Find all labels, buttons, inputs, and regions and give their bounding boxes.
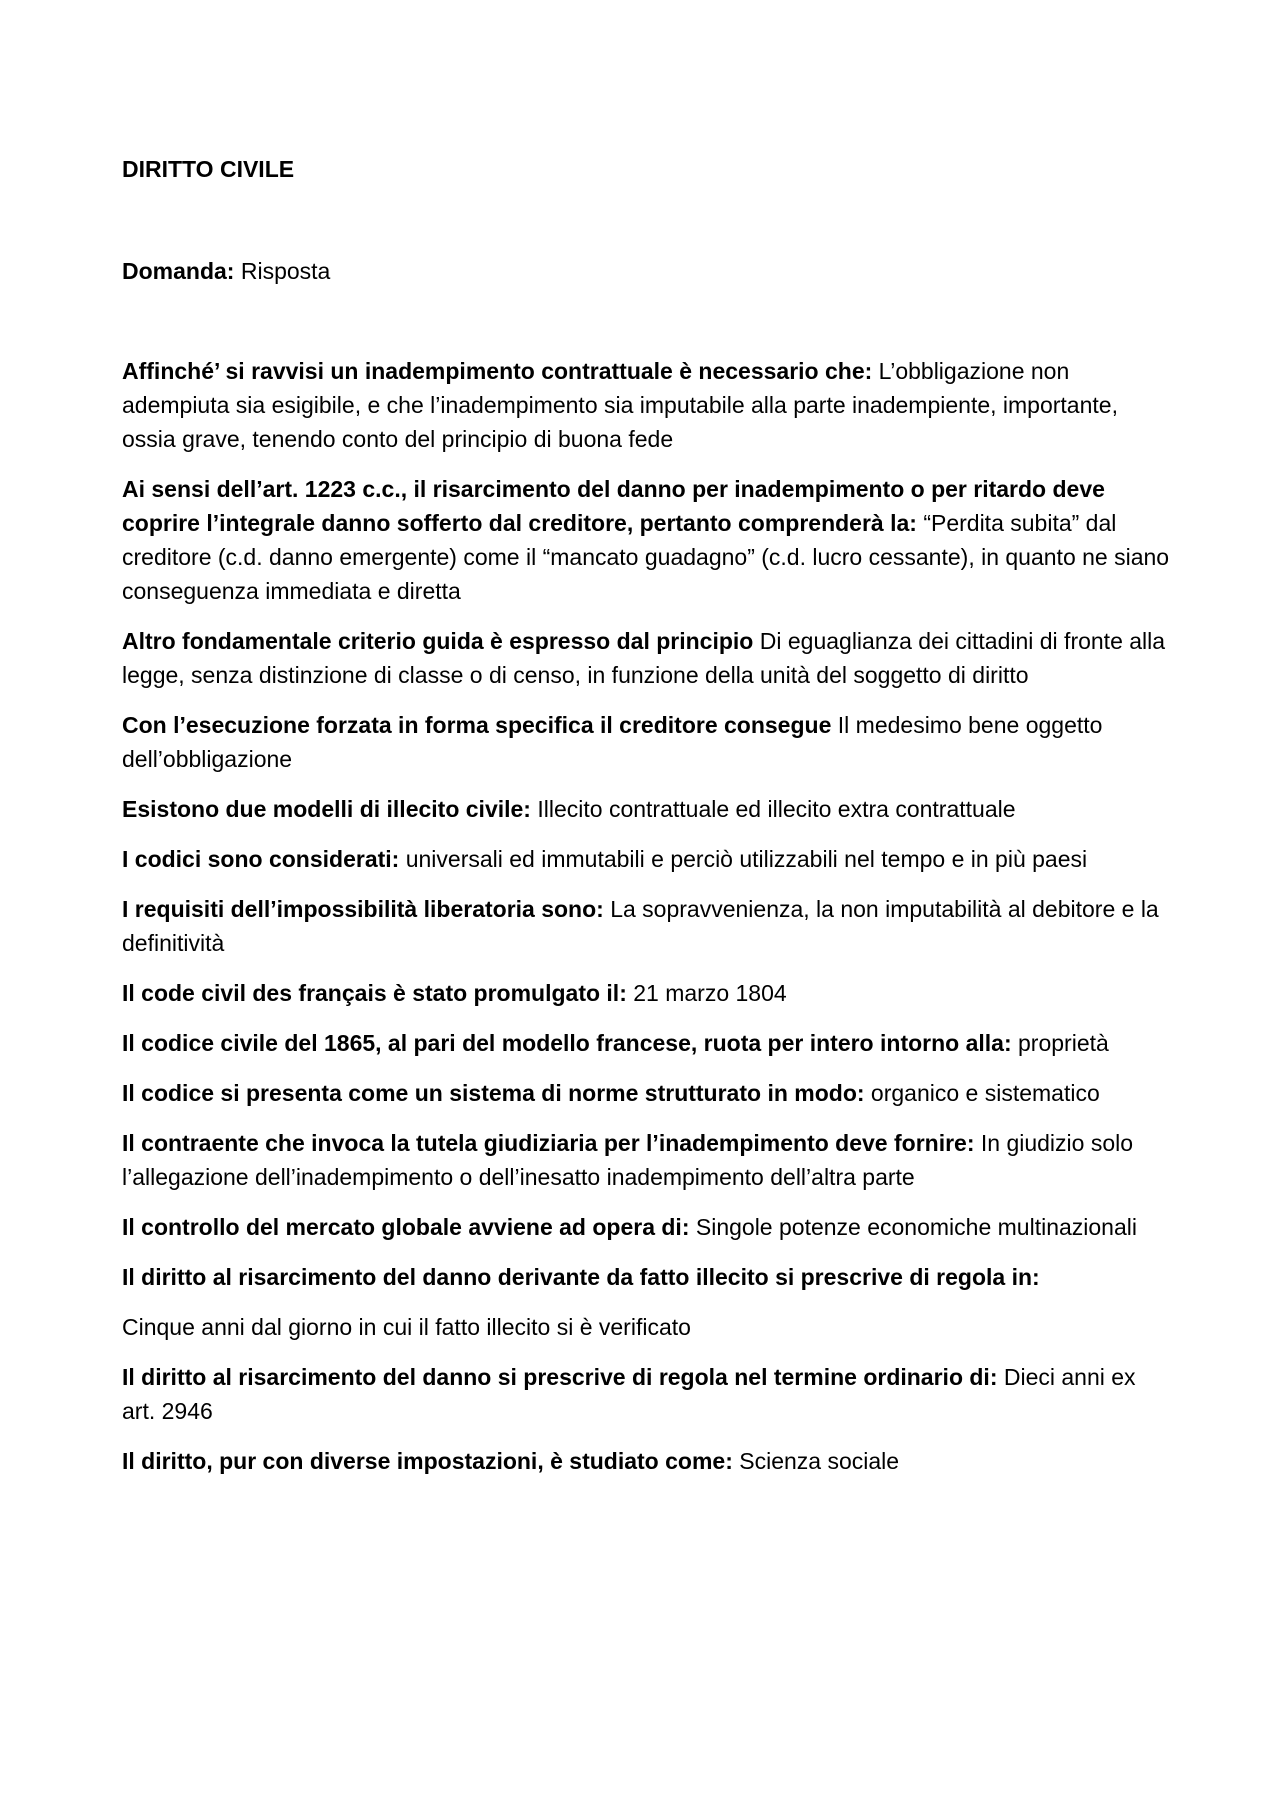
qa-item [122, 792, 1172, 826]
qa-item [122, 1310, 1172, 1344]
qa-answer: Scienza sociale [732, 1448, 900, 1474]
qa-question: Il diritto al risarcimento del danno si prescrive di regola nel termine ordinario di: [122, 1364, 998, 1390]
qa-answer: Il medesimo bene oggetto dell’obbligazione [122, 712, 1103, 772]
qa-question: Il diritto, pur con diverse impostazioni, è studiato come: [122, 1448, 733, 1474]
qa-answer: L’obbligazione non adempiuta sia esigibile, e che l’inadempimento sia imputabile alla parte inadempiente, importante, ossia grave, tenendo conto del principio di buona fede [122, 358, 1118, 452]
qa-question: Il diritto al risarcimento del danno derivante da fatto illecito si prescrive di regola in: [122, 1264, 1040, 1290]
qa-item [122, 1076, 1172, 1110]
qa-answer: universali ed immutabili e perciò utilizzabili nel tempo e in più paesi [399, 846, 1088, 872]
qa-question: Il codice si presenta come un sistema di norme strutturato in modo: [122, 1080, 865, 1106]
qa-question: I codici sono considerati: [122, 846, 400, 872]
qa-question: Affinché’ si ravvisi un inadempimento contrattuale è necessario che: [122, 358, 873, 384]
qa-item [122, 354, 1172, 456]
qa-item [122, 624, 1172, 692]
document-page [122, 152, 1172, 1494]
qa-item [122, 892, 1172, 960]
qa-question: Con l’esecuzione forzata in forma specifica il creditore consegue [122, 712, 832, 738]
header-answer-label: Risposta [234, 258, 331, 284]
qa-answer: Di eguaglianza dei cittadini di fronte alla legge, senza distinzione di classe o di censo, in funzione della unità del soggetto di diritto [122, 628, 1166, 688]
qa-question: Altro fondamentale criterio guida è espresso dal principio [122, 628, 754, 654]
qa-answer: proprietà [1011, 1030, 1109, 1056]
header-question-label: Domanda: [122, 258, 235, 284]
qa-question: Ai sensi dell’art. 1223 c.c., il risarcimento del danno per inadempimento o per ritardo deve coprire l’integrale danno sofferto dal creditore, pertanto comprenderà la: [122, 476, 1105, 536]
qa-answer: Singole potenze economiche multinazionali [689, 1214, 1137, 1240]
qa-answer: organico e sistematico [864, 1080, 1100, 1106]
qa-item [122, 1444, 1172, 1478]
qa-question: Esistono due modelli di illecito civile: [122, 796, 531, 822]
qa-item [122, 1026, 1172, 1060]
qa-question: Il contraente che invoca la tutela giudiziaria per l’inadempimento deve fornire: [122, 1130, 975, 1156]
qa-question: I requisiti dell’impossibilità liberatoria sono: [122, 896, 604, 922]
qa-item [122, 1126, 1172, 1194]
qa-list [122, 354, 1172, 1478]
qa-answer: Illecito contrattuale ed illecito extra contrattuale [530, 796, 1016, 822]
qa-answer: Dieci anni ex art. 2946 [122, 1364, 1136, 1424]
document-title: DIRITTO CIVILE [122, 156, 295, 182]
qa-item [122, 842, 1172, 876]
qa-answer: 21 marzo 1804 [626, 980, 787, 1006]
header-line [122, 254, 1172, 288]
qa-item [122, 1210, 1172, 1244]
qa-answer: La sopravvenienza, la non imputabilità al debitore e la definitività [122, 896, 1159, 956]
qa-item [122, 1260, 1172, 1294]
qa-item [122, 708, 1172, 776]
qa-answer: In giudizio solo l’allegazione dell’inadempimento o dell’inesatto inadempimento dell’altra parte [122, 1130, 1134, 1190]
qa-item [122, 976, 1172, 1010]
qa-item [122, 1360, 1172, 1428]
qa-question: Il codice civile del 1865, al pari del modello francese, ruota per intero intorno alla: [122, 1030, 1012, 1056]
qa-question: Il controllo del mercato globale avviene ad opera di: [122, 1214, 690, 1240]
qa-question: Il code civil des français è stato promulgato il: [122, 980, 627, 1006]
qa-answer: Cinque anni dal giorno in cui il fatto illecito si è verificato [122, 1314, 691, 1340]
qa-answer: “Perdita subita” dal creditore (c.d. danno emergente) come il “mancato guadagno” (c.d. lucro cessante), in quanto ne siano conseguenza immediata e diretta [122, 510, 1170, 604]
qa-item [122, 472, 1172, 608]
